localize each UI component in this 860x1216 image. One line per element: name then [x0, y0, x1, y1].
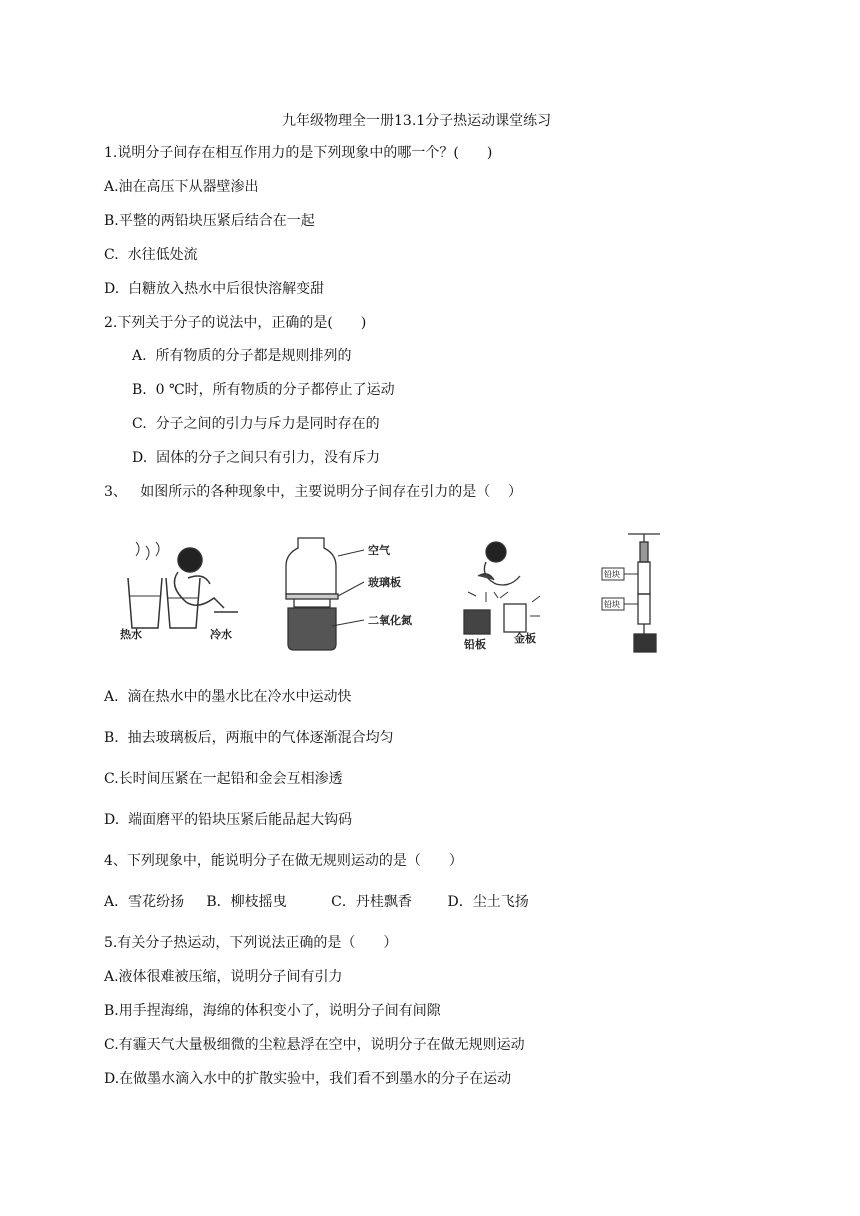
figure-lead-gold-plates — [456, 536, 556, 652]
question-3-option-c: C.长时间压紧在一起铅和金会互相渗透 — [104, 771, 343, 787]
question-1-option-a: A.油在高压下从器壁渗出 — [104, 179, 259, 195]
label-cold-water: 冷水 — [210, 628, 232, 641]
question-4-stem: 4、下列现象中，能说明分子在做无规则运动的是（ ） — [104, 853, 463, 869]
figure-lead-blocks — [600, 530, 680, 654]
label-gold-plate: 金板 — [514, 632, 536, 645]
question-3-stem: 3、 如图所示的各种现象中，主要说明分子间存在引力的是（ ） — [104, 484, 523, 500]
question-1-option-c: C. 水往低处流 — [104, 247, 198, 263]
figure-ink-diffusion — [118, 538, 248, 650]
question-3-option-a: A. 滴在热水中的墨水比在冷水中运动快 — [104, 689, 352, 705]
label-lead-block-top: 铅块 — [604, 570, 620, 579]
question-2-option-d: D. 固体的分子之间只有引力，没有斥力 — [132, 450, 381, 466]
question-2-option-a: A. 所有物质的分子都是规则排列的 — [132, 348, 352, 364]
question-2-stem: 2.下列关于分子的说法中，正确的是( ) — [104, 315, 367, 331]
label-air: 空气 — [368, 544, 390, 557]
question-5-option-b: B.用手捏海绵，海绵的体积变小了，说明分子间有间隙 — [104, 1003, 441, 1019]
question-5-option-c: C.有霾天气大量极细微的尘粒悬浮在空中，说明分子在做无规则运动 — [104, 1037, 525, 1053]
question-3-option-d: D. 端面磨平的铅块压紧后能品起大钩码 — [104, 812, 353, 828]
question-4-options: A．雪花纷扬 B．柳枝摇曳 C．丹桂飘香 D．尘土飞扬 — [104, 894, 529, 910]
question-5-option-d: D.在做墨水滴入水中的扩散实验中，我们看不到墨水的分子在运动 — [104, 1071, 512, 1087]
question-3-option-b: B. 抽去玻璃板后，两瓶中的气体逐渐混合均匀 — [104, 730, 394, 746]
question-1-stem: 1.说明分子间存在相互作用力的是下列现象中的哪一个？( ) — [104, 145, 493, 161]
label-lead-plate: 铅板 — [464, 638, 486, 651]
label-lead-block-bottom: 铅块 — [604, 600, 620, 609]
page-title: 九年级物理全一册13.1分子热运动课堂练习 — [282, 113, 552, 129]
question-5-stem: 5.有关分子热运动，下列说法正确的是（ ） — [104, 935, 398, 951]
question-5-option-a: A.液体很难被压缩，说明分子间有引力 — [104, 969, 343, 985]
label-hot-water: 热水 — [120, 628, 142, 641]
question-1-option-b: B.平整的两铅块压紧后结合在一起 — [104, 213, 315, 229]
label-glass-plate: 玻璃板 — [368, 576, 401, 589]
question-2-option-c: C. 分子之间的引力与斥力是同时存在的 — [132, 416, 380, 432]
question-1-option-d: D. 白糖放入热水中后很快溶解变甜 — [104, 281, 325, 297]
figure-gas-diffusion — [280, 534, 430, 652]
question-2-option-b: B. 0 ℃时，所有物质的分子都停止了运动 — [132, 382, 395, 398]
label-no2: 二氧化氮 — [368, 614, 412, 627]
